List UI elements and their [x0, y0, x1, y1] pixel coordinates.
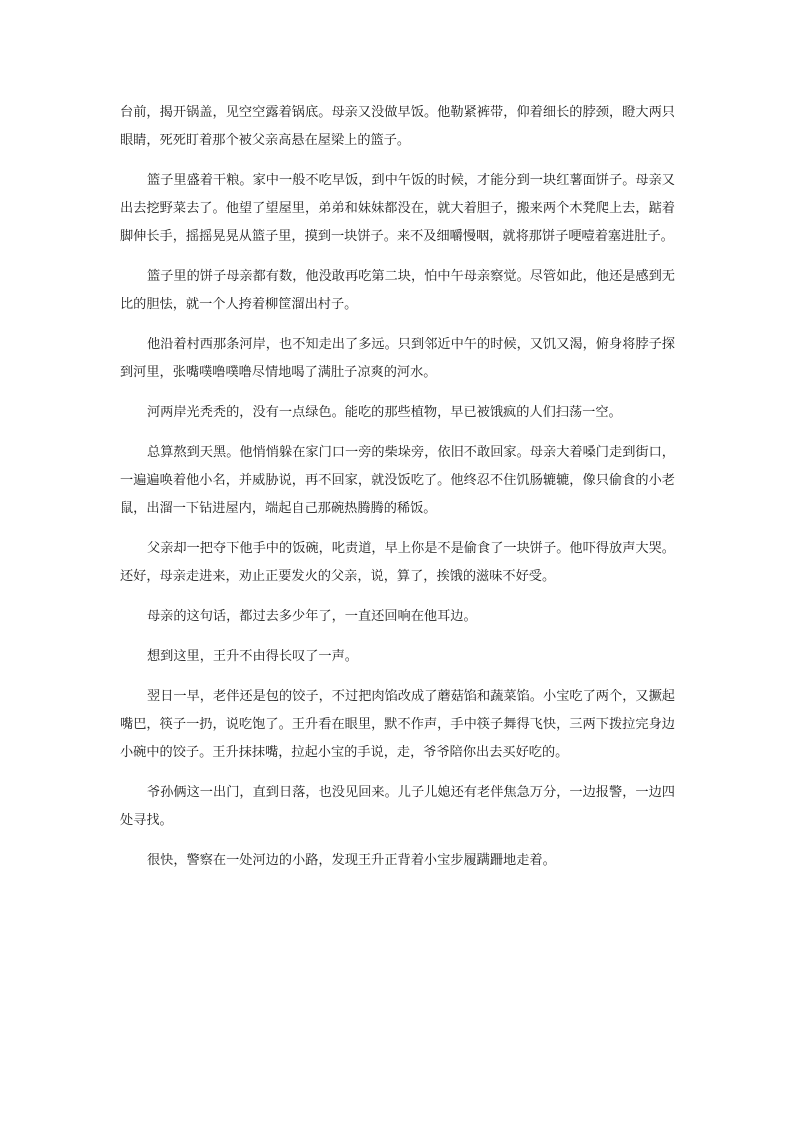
- paragraph-11: 爷孙俩这一出门，直到日落，也没见回来。儿子儿媳还有老伴焦急万分，一边报警，一边四处寻找。: [120, 785, 675, 828]
- paragraph-2: 篮子里盛着干粮。家中一般不吃早饭，到中午饭的时候，才能分到一块红薯面饼子。母亲又出去挖野菜去了。他望了望屋里，弟弟和妹妹都没在，就大着胆子，搬来两个木凳爬上去，踮着脚伸长手，摇摇晃晃从篮子里，摸到一块饼子。来不及细嚼慢咽，就将那饼子哽噎着塞进肚子。: [120, 173, 675, 244]
- paragraph-6: 总算熬到天黑。他悄悄躲在家门口一旁的柴垛旁，依旧不敢回家。母亲大着嗓门走到街口，一遍遍唤着他小名，并威胁说，再不回家，就没饭吃了。他终忍不住饥肠辘辘，像只偷食的小老鼠，出溜一下钻进屋内，端起自己那碗热腾腾的稀饭。: [120, 445, 675, 516]
- paragraph-10: 翌日一早，老伴还是包的饺子，不过把肉馅改成了蘑菇馅和蔬菜馅。小宝吃了两个，又撅起嘴巴，筷子一扔，说吃饱了。王升看在眼里，默不作声，手中筷子舞得飞快，三两下拨拉完身边小碗中的饺子。王升抹抹嘴，拉起小宝的手说，走，爷爷陪你出去买好吃的。: [120, 689, 675, 760]
- document-body: [120, 99, 675, 887]
- paragraph-8: 母亲的这句话，都过去多少年了，一直还回响在他耳边。: [147, 609, 477, 624]
- paragraph-9: 想到这里，王升不由得长叹了一声。: [147, 649, 358, 664]
- paragraph-5: 河两岸光秃秃的，没有一点绿色。能吃的那些植物，早已被饿疯的人们扫荡一空。: [147, 405, 622, 420]
- paragraph-3: 篮子里的饼子母亲都有数，他没敢再吃第二块，怕中午母亲察觉。尽管如此，他还是感到无比的胆怯，就一个人挎着柳筐溜出村子。: [120, 269, 675, 312]
- paragraph-4: 他沿着村西那条河岸，也不知走出了多远。只到邻近中午的时候，又饥又渴，俯身将脖子探到河里，张嘴噗噜噗噜尽情地喝了满肚子凉爽的河水。: [120, 337, 675, 380]
- paragraph-7: 父亲却一把夺下他手中的饭碗，叱责道，早上你是不是偷食了一块饼子。他吓得放声大哭。还好，母亲走进来，劝止正要发火的父亲，说，算了，挨饿的滋味不好受。: [120, 541, 675, 584]
- paragraph-1: 台前，揭开锅盖，见空空露着锅底。母亲又没做早饭。他勒紧裤带，仰着细长的脖颈，瞪大两只眼睛，死死盯着那个被父亲高悬在屋梁上的篮子。: [120, 105, 675, 148]
- paragraph-12: 很快，警察在一处河边的小路，发现王升正背着小宝步履蹒跚地走着。: [147, 853, 556, 868]
